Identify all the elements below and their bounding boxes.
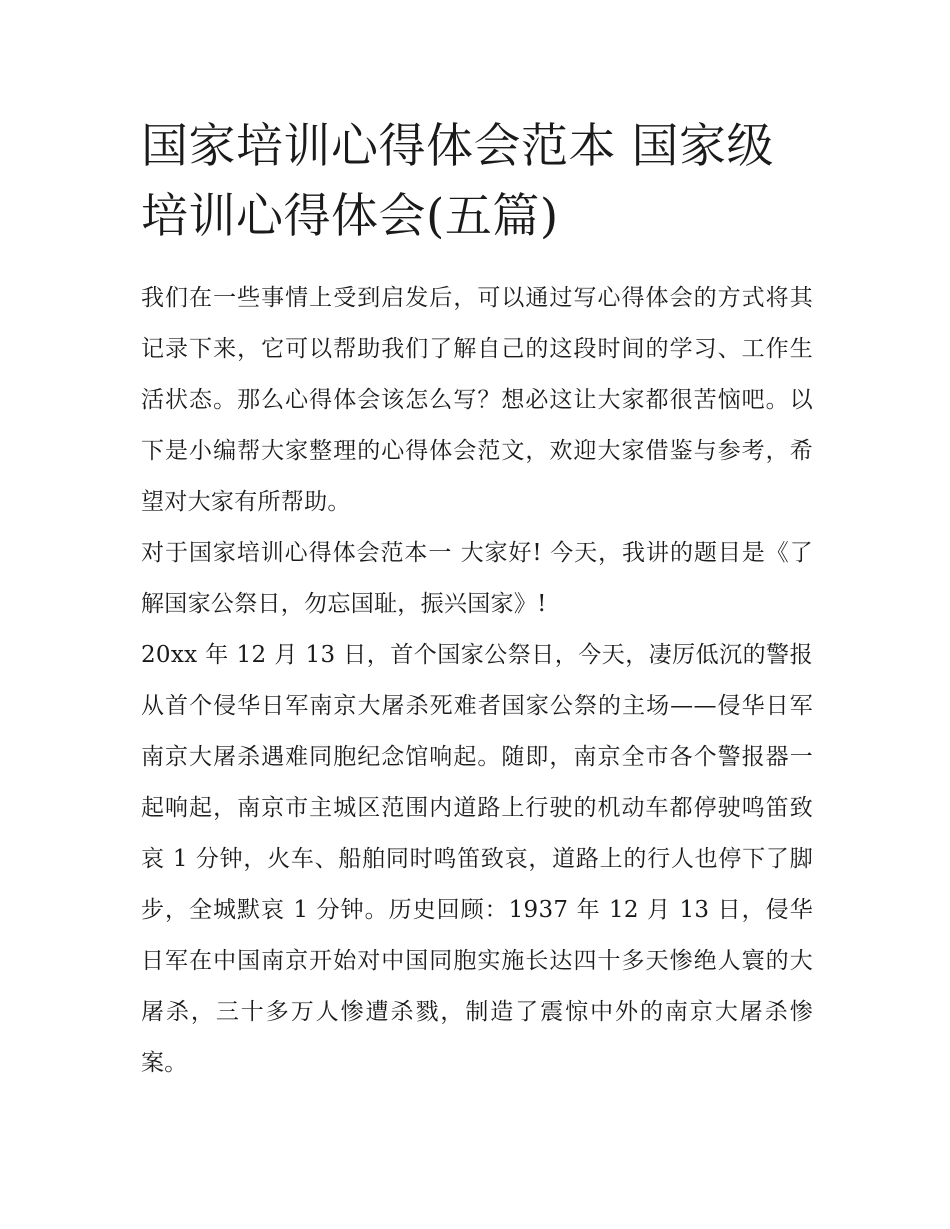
document-page: [141, 112, 813, 1089]
intro-paragraph: 我们在一些事情上受到启发后，可以通过写心得体会的方式将其记录下来，它可以帮助我们了解自己的这段时间的学习、工作生活状态。那么心得体会该怎么写？想必这让大家都很苦恼吧。以下是小编帮大家整理的心得体会范文，欢迎大家借鉴与参考，希望对大家有所帮助。: [141, 285, 813, 515]
speech-opening-paragraph: 对于国家培训心得体会范本一 大家好! 今天，我讲的题目是《了解国家公祭日，勿忘国耻，振兴国家》!: [141, 540, 813, 617]
history-paragraph: 20xx 年 12 月 13 日，首个国家公祭日，今天，凄厉低沉的警报从首个侵华日军南京大屠杀死难者国家公祭的主场——侵华日军南京大屠杀遇难同胞纪念馆响起。随即，南京全市各个警报器一起响起，南京市主城区范围内道路上行驶的机动车都停驶鸣笛致哀 1 分钟，火车、船舶同时鸣笛致哀，道路上的行人也停下了脚步，全城默哀 1 分钟。历史回顾：1937 年 12 月 13 日，侵华日军在中国南京开始对中国同胞实施长达四十多天惨绝人寰的大屠杀，三十多万人惨遭杀戮，制造了震惊中外的南京大屠杀惨案。: [141, 642, 813, 1076]
document-title: 国家培训心得体会范本 国家级培训心得体会(五篇): [141, 119, 774, 244]
